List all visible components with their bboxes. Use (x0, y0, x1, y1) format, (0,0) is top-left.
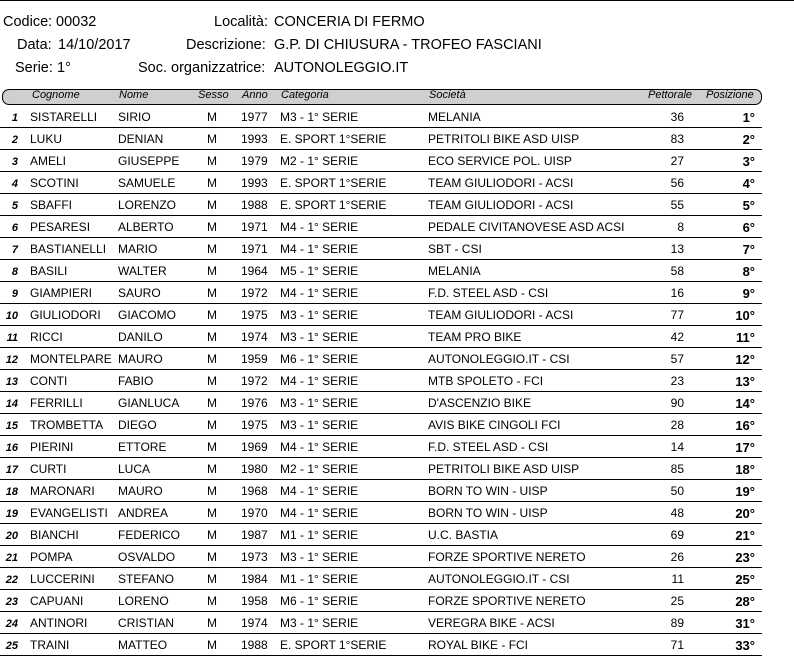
cell-posizione: 20° (735, 506, 755, 521)
table-row (0, 457, 762, 480)
cell-categoria: E. SPORT 1°SERIE (280, 198, 387, 212)
cell-cognome: BASTIANELLI (30, 242, 107, 256)
cell-nome: ETTORE (118, 440, 167, 454)
cell-pettorale: 57 (670, 352, 684, 366)
row-number: 19 (5, 508, 18, 520)
cell-cognome: GIULIODORI (30, 308, 101, 322)
cell-cognome: CURTI (30, 462, 67, 476)
cell-nome: ANDREA (118, 506, 169, 520)
table-row (0, 391, 762, 414)
header-categoria: Categoria (281, 89, 329, 101)
row-number: 6 (11, 222, 18, 234)
cell-sesso: M (207, 176, 217, 190)
cell-nome: OSVALDO (118, 550, 176, 564)
cell-posizione: 9° (742, 286, 755, 301)
cell-sesso: M (207, 330, 217, 344)
cell-sesso: M (207, 550, 217, 564)
cell-cognome: PESARESI (30, 220, 91, 234)
cell-pettorale: 42 (670, 330, 684, 344)
cell-sesso: M (207, 286, 217, 300)
header-nome: Nome (119, 89, 149, 101)
cell-sesso: M (207, 352, 217, 366)
table-row (0, 611, 762, 634)
cell-pettorale: 89 (670, 616, 684, 630)
cell-pettorale: 28 (670, 418, 684, 432)
cell-pettorale: 36 (670, 110, 684, 124)
cell-cognome: MARONARI (30, 484, 95, 498)
cell-categoria: M3 - 1° SERIE (280, 418, 359, 432)
cell-societa: TEAM GIULIODORI - ACSI (428, 308, 574, 322)
cell-nome: MARIO (118, 242, 158, 256)
table-row (0, 501, 762, 524)
cell-posizione: 33° (735, 638, 755, 653)
cell-categoria: M3 - 1° SERIE (280, 110, 359, 124)
cell-cognome: SCOTINI (30, 176, 79, 190)
cell-societa: F.D. STEEL ASD - CSI (428, 286, 549, 300)
cell-nome: SAMUELE (118, 176, 176, 190)
cell-nome: MAURO (118, 484, 163, 498)
cell-societa: BORN TO WIN - UISP (428, 484, 548, 498)
data-label: Data: (17, 37, 52, 53)
cell-pettorale: 71 (670, 638, 684, 652)
cell-categoria: M3 - 1° SERIE (280, 308, 359, 322)
cell-nome: GIANLUCA (118, 396, 180, 410)
cell-societa: TEAM GIULIODORI - ACSI (428, 176, 574, 190)
cell-anno: 1988 (241, 638, 268, 652)
cell-societa: FORZE SPORTIVE NERETO (428, 594, 586, 608)
cell-nome: WALTER (118, 264, 167, 278)
cell-cognome: PIERINI (30, 440, 74, 454)
table-row (0, 369, 762, 392)
cell-anno: 1974 (241, 616, 268, 630)
cell-cognome: LUKU (30, 132, 63, 146)
cell-categoria: M4 - 1° SERIE (280, 374, 359, 388)
cell-anno: 1975 (241, 308, 268, 322)
header-sesso: Sesso (198, 89, 229, 101)
cell-societa: ROYAL BIKE - FCI (428, 638, 529, 652)
cell-sesso: M (207, 132, 217, 146)
cell-categoria: M4 - 1° SERIE (280, 484, 359, 498)
cell-sesso: M (207, 110, 217, 124)
row-number: 8 (11, 266, 18, 278)
cell-categoria: E. SPORT 1°SERIE (280, 638, 387, 652)
table-row (0, 105, 762, 128)
cell-posizione: 19° (735, 484, 755, 499)
table-header (2, 89, 762, 105)
cell-anno: 1987 (241, 528, 268, 542)
cell-posizione: 14° (735, 396, 755, 411)
cell-sesso: M (207, 572, 217, 586)
cell-categoria: M3 - 1° SERIE (280, 616, 359, 630)
cell-categoria: M3 - 1° SERIE (280, 396, 359, 410)
table-row (0, 325, 762, 348)
table-row (0, 413, 762, 436)
cell-categoria: E. SPORT 1°SERIE (280, 176, 387, 190)
table-row (0, 303, 762, 326)
cell-anno: 1972 (241, 286, 268, 300)
cell-cognome: MONTELPARE (30, 352, 112, 366)
row-number: 2 (11, 134, 18, 146)
cell-categoria: E. SPORT 1°SERIE (280, 132, 387, 146)
descrizione-label: Descrizione: (186, 37, 266, 53)
top-border (0, 0, 794, 1)
cell-cognome: BIANCHI (30, 528, 79, 542)
row-number: 24 (5, 618, 18, 630)
cell-categoria: M4 - 1° SERIE (280, 506, 359, 520)
cell-posizione: 1° (742, 110, 755, 125)
cell-anno: 1972 (241, 374, 268, 388)
cell-societa: AUTONOLEGGIO.IT - CSI (428, 352, 570, 366)
serie-label: Serie: (15, 60, 53, 76)
cell-categoria: M6 - 1° SERIE (280, 594, 359, 608)
cell-cognome: RICCI (30, 330, 63, 344)
cell-categoria: M4 - 1° SERIE (280, 286, 359, 300)
row-number: 13 (5, 376, 18, 388)
cell-nome: DIEGO (118, 418, 157, 432)
cell-posizione: 16° (735, 418, 755, 433)
localita-label: Località: (214, 14, 269, 30)
soc-label: Soc. organizzatrice: (138, 60, 266, 76)
cell-posizione: 28° (735, 594, 755, 609)
cell-anno: 1993 (241, 176, 268, 190)
row-number: 14 (5, 398, 18, 410)
cell-categoria: M3 - 1° SERIE (280, 550, 359, 564)
cell-anno: 1968 (241, 484, 268, 498)
table-row (0, 523, 762, 546)
cell-societa: D'ASCENZIO BIKE (428, 396, 531, 410)
table-row (0, 215, 762, 238)
header-societa: Società (429, 89, 466, 101)
cell-anno: 1975 (241, 418, 268, 432)
table-row (0, 281, 762, 304)
cell-societa: MELANIA (428, 110, 481, 124)
cell-societa: FORZE SPORTIVE NERETO (428, 550, 586, 564)
cell-nome: FABIO (118, 374, 154, 388)
cell-posizione: 21° (735, 528, 755, 543)
row-number: 16 (5, 442, 18, 454)
cell-pettorale: 26 (670, 550, 684, 564)
cell-cognome: FERRILLI (30, 396, 83, 410)
cell-nome: GIACOMO (118, 308, 177, 322)
cell-pettorale: 50 (670, 484, 684, 498)
table-row (0, 171, 762, 194)
header-cognome: Cognome (32, 89, 80, 101)
cell-cognome: AMELI (30, 154, 67, 168)
table-row (0, 435, 762, 458)
cell-sesso: M (207, 528, 217, 542)
table-row (0, 589, 762, 612)
cell-sesso: M (207, 506, 217, 520)
cell-nome: FEDERICO (118, 528, 181, 542)
row-number: 1 (11, 112, 18, 124)
cell-sesso: M (207, 594, 217, 608)
row-number: 5 (11, 200, 18, 212)
table-row (0, 545, 762, 568)
cell-pettorale: 8 (677, 220, 684, 234)
cell-societa: TEAM PRO BIKE (428, 330, 522, 344)
cell-pettorale: 90 (670, 396, 684, 410)
cell-societa: MELANIA (428, 264, 481, 278)
cell-sesso: M (207, 616, 217, 630)
cell-pettorale: 25 (670, 594, 684, 608)
cell-pettorale: 69 (670, 528, 684, 542)
cell-nome: STEFANO (118, 572, 175, 586)
cell-sesso: M (207, 220, 217, 234)
cell-nome: DANILO (118, 330, 163, 344)
row-number: 17 (5, 464, 18, 476)
row-number: 3 (11, 156, 18, 168)
cell-pettorale: 11 (671, 572, 684, 586)
row-number: 18 (5, 486, 18, 498)
codice-label: Codice: (3, 14, 53, 30)
cell-posizione: 17° (735, 440, 755, 455)
cell-posizione: 31° (735, 616, 755, 631)
cell-anno: 1959 (241, 352, 268, 366)
cell-anno: 1976 (241, 396, 268, 410)
cell-anno: 1984 (241, 572, 268, 586)
cell-nome: SIRIO (118, 110, 151, 124)
cell-posizione: 18° (735, 462, 755, 477)
cell-pettorale: 58 (670, 264, 684, 278)
cell-posizione: 8° (742, 264, 755, 279)
cell-categoria: M2 - 1° SERIE (280, 462, 359, 476)
cell-cognome: SBAFFI (30, 198, 73, 212)
cell-pettorale: 23 (670, 374, 684, 388)
cell-anno: 1980 (241, 462, 268, 476)
row-number: 15 (5, 420, 18, 432)
cell-nome: ALBERTO (118, 220, 174, 234)
cell-categoria: M5 - 1° SERIE (280, 264, 359, 278)
cell-societa: PETRITOLI BIKE ASD UISP (428, 462, 580, 476)
cell-societa: PETRITOLI BIKE ASD UISP (428, 132, 580, 146)
cell-posizione: 2° (742, 132, 755, 147)
cell-cognome: SISTARELLI (30, 110, 98, 124)
cell-nome: LORENZO (118, 198, 177, 212)
cell-pettorale: 85 (670, 462, 684, 476)
cell-sesso: M (207, 638, 217, 652)
table-row (0, 127, 762, 150)
row-number: 23 (5, 596, 18, 608)
cell-anno: 1970 (241, 506, 268, 520)
cell-societa: TEAM GIULIODORI - ACSI (428, 198, 574, 212)
row-number: 11 (6, 332, 18, 344)
cell-nome: DENIAN (118, 132, 164, 146)
cell-posizione: 3° (742, 154, 755, 169)
cell-societa: F.D. STEEL ASD - CSI (428, 440, 549, 454)
soc-value: AUTONOLEGGIO.IT (274, 60, 409, 76)
cell-anno: 1958 (241, 594, 268, 608)
row-number: 7 (11, 244, 18, 256)
cell-posizione: 6° (742, 220, 755, 235)
cell-pettorale: 77 (670, 308, 684, 322)
cell-pettorale: 13 (670, 242, 684, 256)
cell-anno: 1971 (241, 220, 268, 234)
cell-sesso: M (207, 484, 217, 498)
cell-anno: 1974 (241, 330, 268, 344)
cell-anno: 1979 (241, 154, 268, 168)
row-number: 25 (5, 640, 18, 652)
cell-societa: PEDALE CIVITANOVESE ASD ACSI (428, 220, 625, 234)
row-number: 20 (5, 530, 18, 542)
cell-cognome: POMPA (30, 550, 73, 564)
cell-sesso: M (207, 154, 217, 168)
cell-nome: LUCA (118, 462, 151, 476)
cell-nome: MATTEO (118, 638, 168, 652)
cell-anno: 1993 (241, 132, 268, 146)
cell-sesso: M (207, 374, 217, 388)
row-number: 12 (5, 354, 18, 366)
table-row (0, 193, 762, 216)
cell-cognome: TROMBETTA (30, 418, 104, 432)
header-anno: Anno (242, 89, 268, 101)
cell-cognome: GIAMPIERI (30, 286, 93, 300)
cell-posizione: 5° (742, 198, 755, 213)
cell-categoria: M4 - 1° SERIE (280, 440, 359, 454)
cell-posizione: 23° (735, 550, 755, 565)
table-row (0, 567, 762, 590)
cell-nome: LORENO (118, 594, 169, 608)
cell-societa: BORN TO WIN - UISP (428, 506, 548, 520)
cell-nome: CRISTIAN (118, 616, 175, 630)
row-number: 9 (11, 288, 18, 300)
cell-anno: 1973 (241, 550, 268, 564)
cell-sesso: M (207, 242, 217, 256)
cell-societa: AVIS BIKE CINGOLI FCI (428, 418, 561, 432)
codice-value: 00032 (56, 14, 97, 30)
cell-posizione: 7° (742, 242, 755, 257)
cell-pettorale: 14 (670, 440, 684, 454)
cell-cognome: CAPUANI (30, 594, 84, 608)
cell-pettorale: 55 (670, 198, 684, 212)
cell-sesso: M (207, 308, 217, 322)
cell-pettorale: 27 (670, 154, 684, 168)
cell-categoria: M2 - 1° SERIE (280, 154, 359, 168)
table-row (0, 149, 762, 172)
cell-societa: U.C. BASTIA (428, 528, 499, 542)
row-number: 22 (5, 574, 18, 586)
cell-anno: 1969 (241, 440, 268, 454)
cell-posizione: 4° (742, 176, 755, 191)
cell-cognome: BASILI (30, 264, 68, 278)
cell-cognome: LUCCERINI (30, 572, 95, 586)
cell-pettorale: 16 (670, 286, 684, 300)
cell-sesso: M (207, 198, 217, 212)
cell-cognome: ANTINORI (30, 616, 88, 630)
cell-cognome: CONTI (30, 374, 68, 388)
cell-sesso: M (207, 462, 217, 476)
localita-value: CONCERIA DI FERMO (274, 14, 425, 30)
cell-pettorale: 48 (670, 506, 684, 520)
cell-societa: SBT - CSI (428, 242, 482, 256)
cell-categoria: M4 - 1° SERIE (280, 242, 359, 256)
row-number: 10 (5, 310, 18, 322)
descrizione-value: G.P. DI CHIUSURA - TROFEO FASCIANI (274, 37, 542, 53)
cell-posizione: 10° (735, 308, 755, 323)
table-row (0, 259, 762, 282)
cell-nome: GIUSEPPE (118, 154, 180, 168)
cell-anno: 1988 (241, 198, 268, 212)
header-pettorale: Pettorale (648, 89, 693, 101)
header-posizione: Posizione (706, 89, 754, 101)
data-value: 14/10/2017 (58, 37, 131, 53)
table-row (0, 479, 762, 502)
cell-cognome: EVANGELISTI (30, 506, 108, 520)
cell-sesso: M (207, 396, 217, 410)
table-row (0, 237, 762, 260)
cell-categoria: M1 - 1° SERIE (280, 528, 359, 542)
row-number: 4 (11, 178, 18, 190)
serie-value: 1° (57, 60, 71, 76)
cell-sesso: M (207, 440, 217, 454)
cell-posizione: 11° (736, 330, 755, 345)
cell-pettorale: 83 (670, 132, 684, 146)
row-number: 21 (5, 552, 18, 564)
cell-pettorale: 56 (670, 176, 684, 190)
cell-societa: MTB SPOLETO - FCI (428, 374, 544, 388)
cell-societa: ECO SERVICE POL. UISP (428, 154, 572, 168)
cell-societa: AUTONOLEGGIO.IT - CSI (428, 572, 570, 586)
cell-categoria: M3 - 1° SERIE (280, 330, 359, 344)
cell-sesso: M (207, 264, 217, 278)
cell-posizione: 25° (735, 572, 755, 587)
cell-sesso: M (207, 418, 217, 432)
cell-societa: VEREGRA BIKE - ACSI (428, 616, 555, 630)
cell-anno: 1977 (241, 110, 268, 124)
cell-nome: MAURO (118, 352, 163, 366)
table-row (0, 347, 762, 370)
cell-anno: 1971 (241, 242, 268, 256)
cell-categoria: M4 - 1° SERIE (280, 220, 359, 234)
cell-posizione: 12° (735, 352, 755, 367)
cell-nome: SAURO (118, 286, 161, 300)
cell-anno: 1964 (241, 264, 268, 278)
cell-posizione: 13° (735, 374, 755, 389)
cell-cognome: TRAINI (30, 638, 70, 652)
cell-categoria: M1 - 1° SERIE (280, 572, 359, 586)
cell-categoria: M6 - 1° SERIE (280, 352, 359, 366)
table-row (0, 633, 762, 656)
